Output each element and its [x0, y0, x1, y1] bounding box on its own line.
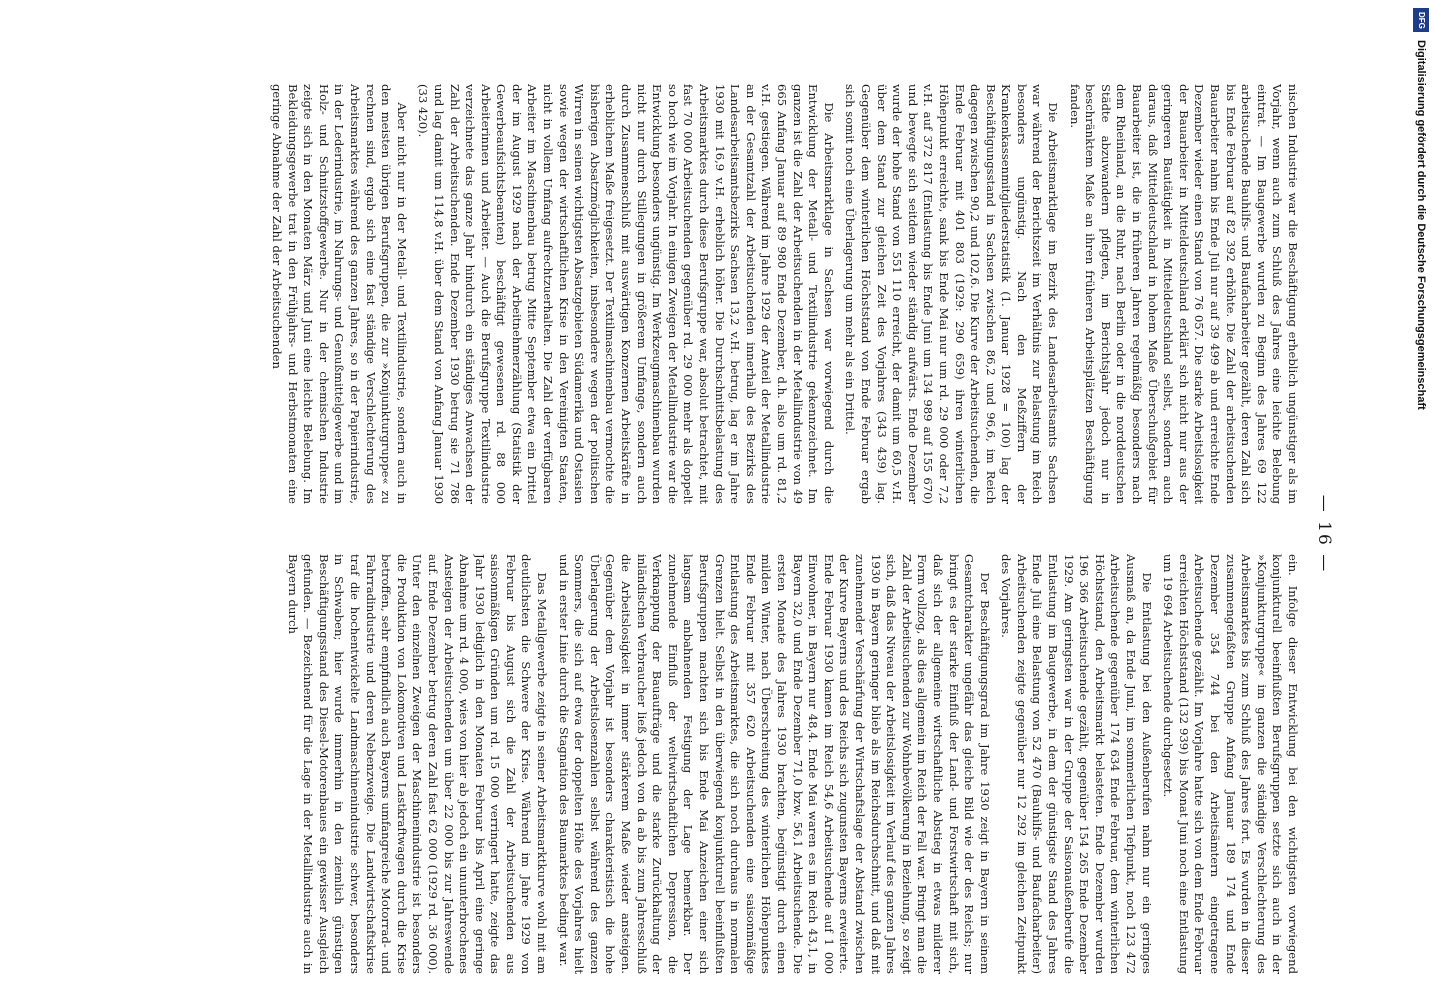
paragraph: Die Arbeitsmarktlage im Bezirk des Landesarbeitsamts Sachsen war während der Berichtszeit im Verhältnis zur Belastung im Reich besonders ungünstig. Nach den Meßziffern der Krankenkassenmitgliederstatistik (1. Januar 1928 = 100) lag der Beschäftigungsstand in Sachsen zwischen 86,2 und 96,6, im Reich dagegen zwischen 90,2 und 102,6. Die Kurve der Arbeitsuchenden, die Ende Februar mit 401 803 (1929: 290 659) ihren winterlichen Höhepunkt erreichte, sank bis Ende Mai nur um rd. 29 000 oder 7,2 v.H. auf 372 817 (Entlastung bis Ende Juni um 134 989 auf 155 670) und bewegte sich seitdem wieder ständig aufwärts. Ende Dezember wurde der hohe Stand von 551 110 erreicht, der damit um 60,5 v.H. über dem Stand zur gleichen Zeit des Vorjahres (343 439) lag. Gegenüber dem winterlichen Höchststand von Ende Februar ergab sich somit noch eine Überlagerung um mehr als ein Drittel. [843, 84, 1061, 504]
dfg-side-strip [1408, 0, 1434, 1000]
page-content [120, 84, 1340, 984]
right-column [130, 554, 1300, 974]
page-number: — 16 — [1314, 494, 1334, 574]
paragraph: Das Metallgewerbe zeigte in seiner Arbeitsmarktkurve wohl mit am deutlichsten die Schwere der Krise. Während im Jahre 1929 von Februar bis August sich die Zahl der Arbeitsuchenden aus saisonmäßigen Gründen um rd. 15 000 verringert hatte, zeigte das Jahr 1930 lediglich in den Monaten Februar bis April eine geringe Abnahme um rd. 4 000, wies von hier ab jedoch ein ununterbrochenes Ansteigen der Arbeitsuchenden um über 22 000 bis zur Jahreswende auf. Ende Dezember betrug deren Zahl fast 62 000 (1929 rd. 36 000). Unter den einzelnen Zweigen der Maschinenindustrie ist besonders die Produktion von Lokomotiven und Lastkraftwagen durch die Krise betroffen, sehr empfindlich auch Bayerns umfangreiche Motorrad- und Fahrradindustrie und deren Nebenzweige. Die Landwirtschaftskrise traf die hochentwickelte Landmaschinenindustrie schwer, besonders in Schwaben; hier wurde immerhin in den ziemlich günstigen Beschäftigungsstand des Diesel-Motorenbaues ein gewisser Ausgleich gefunden. — Bezeichnend für die Lage in der Metallindustrie auch in Bayern durch [285, 554, 550, 974]
rotated-page-area [120, 84, 1340, 984]
paragraph: nischen Industrie war die Beschäftigung erheblich ungünstiger als im Vorjahr, wenn auch zum Schluß des Jahres eine leichte Belebung eintrat. — Im Baugewerbe wurden zu Beginn des Jahres 69 122 arbeitsuchende Bauhilfs- und Baufacharbeiter gezählt, deren Zahl sich bis Ende Februar auf 82 392 erhöhte. Die Zahl der arbeitsuchenden Bauarbeiter nahm bis Ende Juli nur auf 39 499 ab und erreichte Ende Dezember wieder einen Stand von 76 057. Die starke Arbeitslosigkeit der Bauarbeiter in Mitteldeutschland erklärt sich nicht nur aus der geringeren Bautätigkeit in Mitteldeutschland selbst, sondern auch daraus, daß Mitteldeutschland in hohem Maße Überschußgebiet für Bauarbeiter ist, die in früheren Jahren regelmäßig besonders nach dem Rheinland, an die Ruhr, nach Berlin oder in die norddeutschen Städte abzuwandern pflegten, im Berichtsjahr jedoch nur in beschränktem Maße an ihren früheren Arbeitsplätzen Beschäftigung fanden. [1067, 84, 1300, 504]
paragraph: Aber nicht nur in der Metall- und Textilindustrie, sondern auch in den meisten übrigen Berufsgruppen, die zur »Konjunkturgruppe« zu rechnen sind, ergab sich eine fast ständige Verschlechterung des Arbeitsmarktes während des ganzen Jahres, so in der Papierindustrie, in der Lederindustrie, im Nahrungs- und Genußmittelgewerbe und im Holz- und Schnitzstoffgewerbe. Nur in der chemischen Industrie zeigte sich in den Monaten März und Juni eine leichte Belebung. Im Bekleidungsgewerbe trat in den Frühjahrs- und Herbstmonaten eine geringe Abnahme der Zahl der Arbeitsuchenden [270, 84, 409, 504]
dfg-logo: DFG [1413, 8, 1429, 32]
paragraph: ein. Infolge dieser Entwicklung bei den wichtigsten vorwiegend konjunkturell beeinflußten Berufsgruppen setzte sich auch in der »Konjunkturgruppe« im ganzen die ständige Verschlechterung des Arbeitsmarktes bis zum Schluß des Jahres fort. Es wurden in dieser zusammengefaßten Gruppe Anfang Januar 189 174 und Ende Dezember 354 744 bei den Arbeitsämtern eingetragene Arbeitsuchende gezählt. Im Vorjahre hatte sich von dem Ende Februar erreichten Höchststand (132 939) bis Monat Juni noch eine Entlastung um 19 694 Arbeitsuchende durchgesetzt. [1161, 554, 1300, 974]
paragraph: Die Entlastung bei den Außenberufen nahm nur ein geringes Ausmaß an, da Ende Juni, im sommerlichen Tiefpunkt, noch 123 472 Arbeitsuchende gegenüber 174 634 Ende Februar, dem winterlichen Höchststand, den Arbeitsmarkt belasteten. Ende Dezember wurden 196 366 Arbeitsuchende gezählt, gegenüber 154 265 Ende Dezember 1929. Am geringsten war in der Gruppe der Saisonaußenberufe die Entlastung im Baugewerbe, in dem der günstigste Stand des Jahres Ende Juli eine Belastung von 52 470 (Bauhilfs- und Baufacharbeiter) Arbeitsuchenden zeigte gegenüber nur 12 292 im gleichen Zeitpunkt des Vorjahres. [999, 554, 1154, 974]
paragraph: Der Beschäftigungsgrad im Jahre 1930 zeigt in Bayern in seinem Gesamtcharakter ungefähr das gleiche Bild wie der des Reichs; nur bringt es der starke Einfluß der Land- und Forstwirtschaft mit sich, daß sich der allgemeine wirtschaftliche Abstieg in etwas milderer Form vollzog, als dies allgemein im Reich der Fall war. Bringt man die Zahl der Arbeitsuchenden zur Wohnbevölkerung in Beziehung, so zeigt sich, daß das Niveau der Arbeitslosigkeit im Verlauf des ganzen Jahres 1930 in Bayern geringer blieb als im Reichsdurchschnitt, und daß mit zunehmender Verschärfung der Wirtschaftslage der Abstand zwischen der Kurve Bayerns und des Reichs sich zugunsten Bayerns erweiterte. Ende Februar 1930 kamen im Reich 54,6 Arbeitsuchende auf 1 000 Einwohner, in Bayern nur 48,4. Ende Mai waren es im Reich 43,1, in Bayern 32,0 und Ende Dezember 71,0 bzw. 56,1 Arbeitsuchende. Die ersten Monate des Jahres 1930 brachten, begünstigt durch einen milden Winter, nach Überschreitung des winterlichen Höhepunktes Ende Februar mit 357 620 Arbeitsuchenden eine saisonmäßige Entlastung des Arbeitsmarktes, die sich noch durchaus in normalen Grenzen hielt. Selbst in den überwiegend konjunkturell beeinflußten Berufsgruppen machten sich bis Ende Mai Anzeichen einer sich langsam anbahnenden Festigung der Lage bemerkbar. Der zunehmende Einfluß der weltwirtschaftlichen Depression, die Verknappung der Bauaufträge und die starke Zurückhaltung der inländischen Verbraucher ließ jedoch von da ab bis zum Jahresschluß die Arbeitslosigkeit in immer stärkerem Maße wieder ansteigen. Gegenüber dem Vorjahr ist besonders charakteristisch die hohe Überlagerung der Arbeitslosenzahlen selbst während des ganzen Sommers, die sich auf etwa der doppelten Höhe des Vorjahres hielt und in erster Linie durch die Stagnation des Baumarktes bedingt war. [556, 554, 992, 974]
paragraph: Die Arbeitsmarktlage in Sachsen war vorwiegend durch die Entwicklung der Metall- und Textilindustrie gekennzeichnet. Im ganzen ist die Zahl der Arbeitsuchenden in der Metallindustrie von 49 665 Anfang Januar auf 89 980 Ende Dezember, d.h. also um rd. 81,2 v.H. gestiegen. Während im Jahre 1929 der Anteil der Metallindustrie an der Gesamtzahl der Arbeitsuchenden innerhalb des Bezirks des Landesarbeitsamtsbezirks Sachsen 13,2 v.H. betrug, lag er im Jahre 1930 mit 16,9 v.H. erheblich höher. Die Durchschnittsbelastung des Arbeitsmarktes durch diese Berufsgruppe war, absolut betrachtet, mit fast 70 000 Arbeitsuchenden gegenüber rd. 29 000 mehr als doppelt so hoch wie im Vorjahr. In einigen Zweigen der Metallindustrie war die Entwicklung besonders ungünstig. Im Werkzeugmaschinenbau wurden nicht nur durch Stillegungen in größerem Umfange, sondern auch durch Zusammenschluß mit auswärtigen Konzernen Arbeitskräfte in erheblichem Maße freigesetzt. Der Textilmaschinenbau vermochte die bisherigen Absatzmöglichkeiten, insbesondere wegen der politischen Wirren in seinen wichtigsten Absatzgebieten Südamerika und Ostasien sowie wegen der wirtschaftlichen Krise in den Vereinigten Staaten, nicht in vollem Umfang aufrechtzuerhalten. Die Zahl der verfügbaren Arbeiter im Maschinenbau betrug Mitte September etwa ein Drittel der im August 1929 nach der Arbeitnehmerzählung (Statistik der Gewerbeaufsichtsbeamten) beschäftigt gewesenen rd. 88 000 Arbeiterinnen und Arbeiter. — Auch die Berufsgruppe Textilindustrie verzeichnete das ganze Jahr hindurch ein ständiges Anwachsen der Zahl der Arbeitsuchenden. Ende Dezember 1930 betrug sie 71 786 und lag damit um 114,8 v.H. über dem Stand von Anfang Januar 1930 (33 420). [416, 84, 836, 504]
left-column [130, 84, 1300, 504]
dfg-credit-text: Digitalisierung gefördert durch die Deutsche Forschungsgemeinschaft [1415, 40, 1427, 410]
